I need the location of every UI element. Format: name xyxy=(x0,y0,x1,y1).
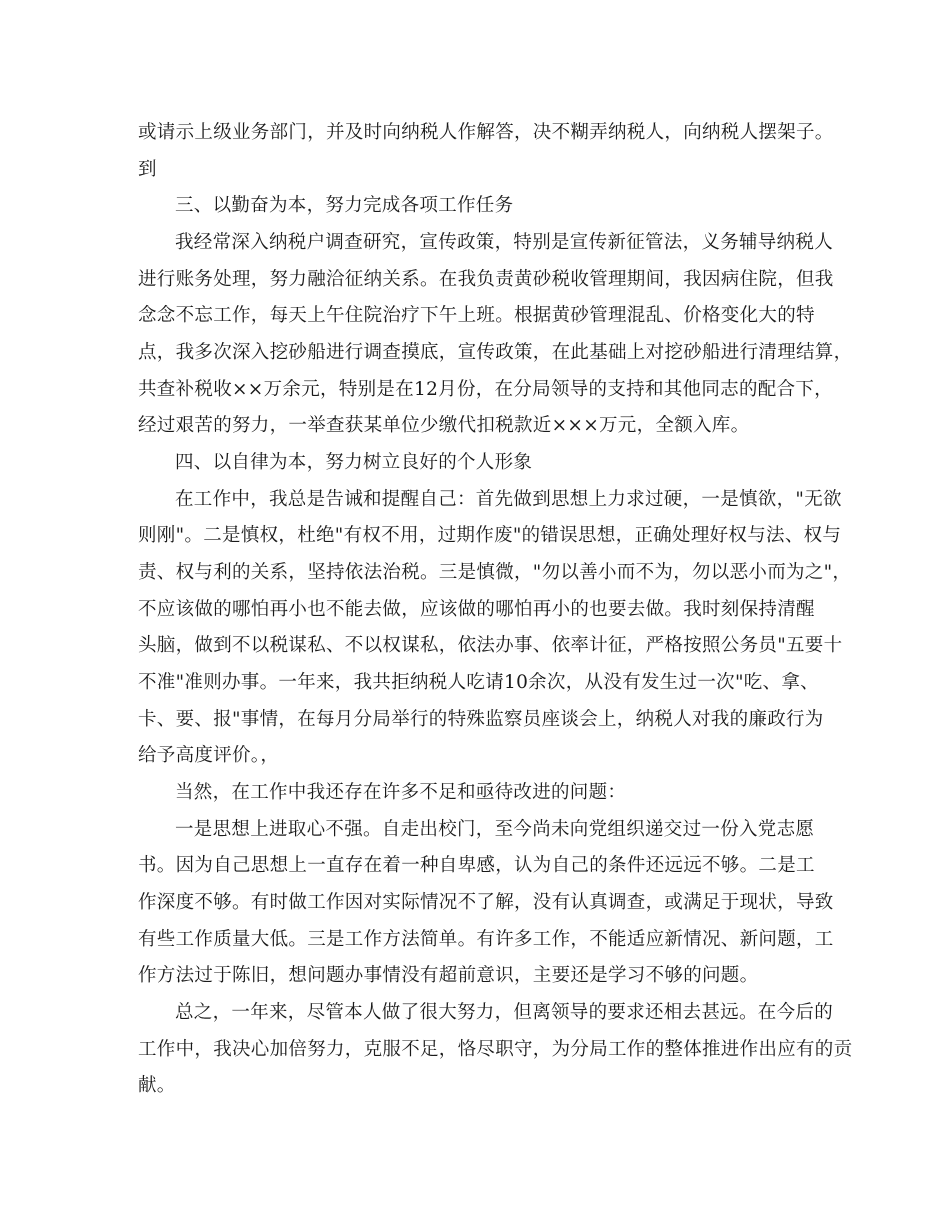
text-line: 有些工作质量大低。三是工作方法简单。有许多工作，不能适应新情况、新问题，工 xyxy=(138,929,834,950)
text-line: 不准"准则办事。一年来，我共拒纳税人吃请10余次，从没有发生过一次"吃、拿、 xyxy=(138,672,819,693)
text-line: 进行账务处理，努力融洽征纳关系。在我负责黄砂税收管理期间，我因病住院，但我 xyxy=(138,269,834,290)
text-line: 不应该做的哪怕再小也不能去做，应该做的哪怕再小的也要去做。我时刻保持清醒 xyxy=(138,599,815,620)
text-line: 书。因为自己思想上一直存在着一种自卑感，认为自己的条件还远远不够。二是工 xyxy=(138,855,815,876)
text-line: 责、权与利的关系，坚持依法治税。三是慎微，"勿以善小而不为，勿以恶小而为之"， xyxy=(138,562,852,583)
text-line: 或请示上级业务部门，并及时向纳税人作解答，决不糊弄纳税人，向纳税人摆架子。 xyxy=(138,122,834,143)
text-line: 作深度不够。有时做工作因对实际情况不了解，没有认真调查，或满足于现状，导致 xyxy=(138,892,834,913)
text-line: 头脑，做到不以税谋私、不以权谋私，依法办事、依率计征，严格按照公务员"五要十 xyxy=(138,635,843,656)
text-line: 给予高度评价。， xyxy=(138,745,280,766)
text-line: 我经常深入纳税户调查研究，宣传政策，特别是宣传新征管法，义务辅导纳税人 xyxy=(175,232,834,253)
section-heading: 三、以勤奋为本，努力完成各项工作任务 xyxy=(175,195,514,216)
text-line: 在工作中，我总是告诫和提醒自己：首先做到思想上力求过硬，一是慎欲，"无欲 xyxy=(175,489,842,510)
text-line: 到 xyxy=(138,159,157,180)
text-line: 卡、要、报"事情，在每月分局举行的特殊监察员座谈会上，纳税人对我的廉政行为 xyxy=(138,709,824,730)
text-line: 工作中，我决心加倍努力，克服不足，恪尽职守，为分局工作的整体推进作出应有的贡 xyxy=(138,1039,853,1060)
text-line: 一是思想上进取心不强。自走出校门，至今尚未向党组织递交过一份入党志愿 xyxy=(175,819,815,840)
text-line: 经过艰苦的努力，一举查获某单位少缴代扣税款近×××万元，全额入库。 xyxy=(138,415,750,436)
text-line: 点，我多次深入挖砂船进行调查摸底，宣传政策，在此基础上对挖砂船进行清理结算， xyxy=(138,342,853,363)
text-line: 作方法过于陈旧，想问题办事情没有超前意识，主要还是学习不够的问题。 xyxy=(138,965,759,986)
text-line: 献。 xyxy=(138,1075,176,1096)
text-line: 念念不忘工作，每天上午住院治疗下午上班。根据黄砂管理混乱、价格变化大的特 xyxy=(138,305,815,326)
text-line: 共查补税收××万余元，特别是在12月份，在分局领导的支持和其他同志的配合下， xyxy=(138,379,833,400)
text-line: 总之，一年来，尽管本人做了很大努力，但离领导的要求还相去甚远。在今后的 xyxy=(175,1002,834,1023)
section-heading: 四、以自律为本，努力树立良好的个人形象 xyxy=(175,452,533,473)
text-line: 当然，在工作中我还存在许多不足和亟待改进的问题： xyxy=(175,782,627,803)
text-line: 则刚"。二是慎权，杜绝"有权不用，过期作废"的错误思想，正确处理好权与法、权与 xyxy=(138,525,842,546)
